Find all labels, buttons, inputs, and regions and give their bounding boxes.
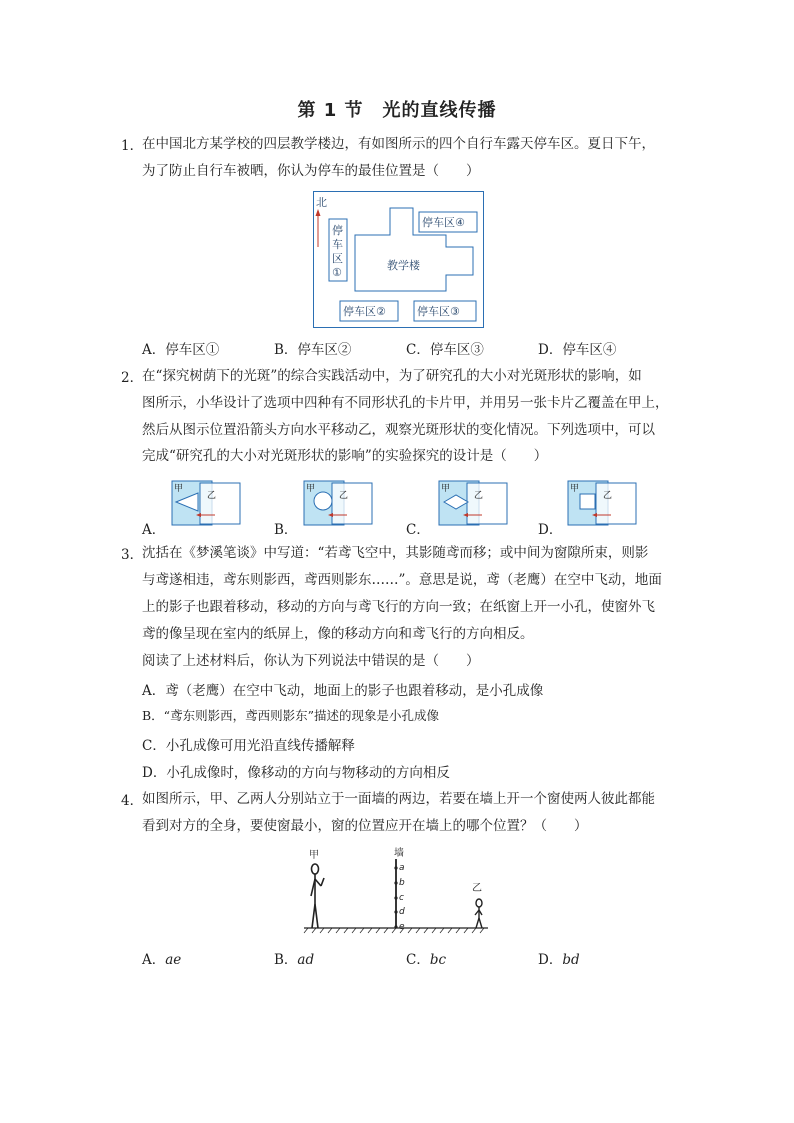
question-text-line: 阅读了上述材料后，你认为下列说法中错误的是（ ）	[142, 653, 480, 669]
option-letter: A．	[142, 952, 166, 968]
option-b[interactable]: B．停车区②	[274, 342, 352, 358]
option-a[interactable]: A．停车区①	[142, 342, 220, 358]
card-a-label: 甲	[570, 484, 580, 494]
point-label: e	[399, 922, 405, 932]
person-a-icon	[311, 864, 324, 928]
question-text-line: 在“探究树荫下的光斑”的综合实践活动中，为了研究孔的大小对光斑形状的影响，如	[142, 368, 642, 384]
option-value: bc	[429, 952, 447, 968]
square-hole-icon	[580, 494, 595, 509]
person-b-label: 乙	[472, 883, 482, 894]
card-figure-a	[171, 480, 243, 526]
wall-figure	[300, 846, 492, 938]
card-figure-b	[303, 480, 375, 526]
option-value: bd	[562, 952, 580, 968]
question-text-line: 看到对方的全身，要使窗最小，窗的位置应开在墙上的哪个位置？（ ）	[142, 818, 588, 834]
question-text-line: 与鸢遂相违，鸢东则影西，鸢西则影东……”。意思是说，鸢（老鹰）在空中飞动，地面	[142, 572, 662, 588]
parking-map-figure	[313, 191, 485, 329]
option-value: ae	[165, 952, 182, 968]
point-label: a	[399, 863, 405, 873]
card-a-label: 甲	[306, 484, 316, 494]
option-d[interactable]: D．小孔成像时，像移动的方向与物移动的方向相反	[142, 765, 450, 781]
option-c[interactable]: C．小孔成像可用光沿直线传播解释	[142, 738, 355, 754]
card-b-label: 乙	[474, 491, 484, 501]
option-d[interactable]: D．	[538, 522, 563, 538]
person-a-label: 甲	[309, 850, 319, 861]
option-value: ad	[297, 952, 315, 968]
card-b-label: 乙	[603, 491, 613, 501]
point-label: d	[399, 907, 405, 917]
question-number: 4．	[121, 793, 144, 809]
option-c[interactable]: C．停车区③	[406, 342, 484, 358]
point-label: b	[399, 878, 405, 888]
card-b-label: 乙	[207, 491, 217, 501]
building-label: 教学楼	[387, 259, 420, 272]
zone1-char: 停	[332, 224, 343, 237]
question-text-line: 为了防止自行车被晒，你认为停车的最佳位置是（ ）	[142, 163, 480, 179]
person-b-icon	[475, 899, 482, 928]
option-letter: D．	[538, 952, 563, 968]
page-title: 第 1 节 光的直线传播	[297, 100, 497, 121]
option-b[interactable]: B．“鸢东则影西，鸢西则影东”描述的现象是小孔成像	[142, 708, 439, 723]
option-b[interactable]	[274, 948, 314, 968]
zone1-char: ①	[332, 266, 342, 279]
zone2-label: 停车区②	[343, 305, 386, 318]
north-label: 北	[316, 196, 327, 209]
question-text-line: 在中国北方某学校的四层教学楼边，有如图所示的四个自行车露天停车区。夏日下午，	[142, 136, 655, 152]
card-figure-d	[567, 480, 639, 526]
option-d[interactable]	[538, 948, 580, 968]
question-text-line: 如图所示，甲、乙两人分别站立于一面墙的两边，若要在墙上开一个窗使两人彼此都能	[142, 791, 655, 807]
option-d[interactable]: D．停车区④	[538, 342, 617, 358]
option-a[interactable]: A．鸢（老鹰）在空中飞动，地面上的影子也跟着移动，是小孔成像	[142, 683, 544, 699]
question-text-line: 然后从图示位置沿箭头方向水平移动乙，观察光斑形状的变化情况。下列选项中，可以	[142, 422, 655, 438]
card-a-label: 甲	[174, 484, 184, 494]
question-number: 3．	[121, 547, 144, 563]
wall-label: 墙	[394, 848, 404, 859]
option-a[interactable]: A．	[142, 522, 166, 538]
option-letter: B．	[274, 952, 298, 968]
question-text-line: 完成“研究孔的大小对光斑形状的影响”的实验探究的设计是（ ）	[142, 448, 548, 464]
question-text-line: 沈括在《梦溪笔谈》中写道：“若鸢飞空中，其影随鸢而移；或中间为窗隙所束，则影	[142, 545, 649, 561]
option-a[interactable]	[142, 948, 181, 968]
question-number: 2．	[121, 370, 144, 386]
zone3-label: 停车区③	[417, 305, 460, 318]
card-b-label: 乙	[339, 491, 349, 501]
option-c[interactable]	[406, 948, 446, 968]
circle-hole-icon	[314, 492, 332, 510]
option-c[interactable]: C．	[406, 522, 430, 538]
question-text-line: 图所示，小华设计了选项中四种有不同形状孔的卡片甲，并用另一张卡片乙覆盖在甲上，	[142, 395, 669, 411]
question-text-line: 上的影子也跟着移动，移动的方向与鸢飞行的方向一致；在纸窗上开一小孔，使窗外飞	[142, 599, 655, 615]
card-figure-c	[438, 480, 510, 526]
option-b[interactable]: B．	[274, 522, 298, 538]
question-number: 1．	[121, 138, 144, 154]
option-letter: C．	[406, 952, 430, 968]
zone4-label: 停车区④	[422, 216, 465, 229]
zone1-char: 区	[332, 252, 343, 265]
zone1-char: 车	[332, 238, 343, 251]
question-text-line: 鸢的像呈现在室内的纸屏上，像的移动方向和鸢飞行的方向相反。	[142, 626, 534, 642]
card-a-label: 甲	[441, 484, 451, 494]
point-label: c	[399, 893, 404, 903]
